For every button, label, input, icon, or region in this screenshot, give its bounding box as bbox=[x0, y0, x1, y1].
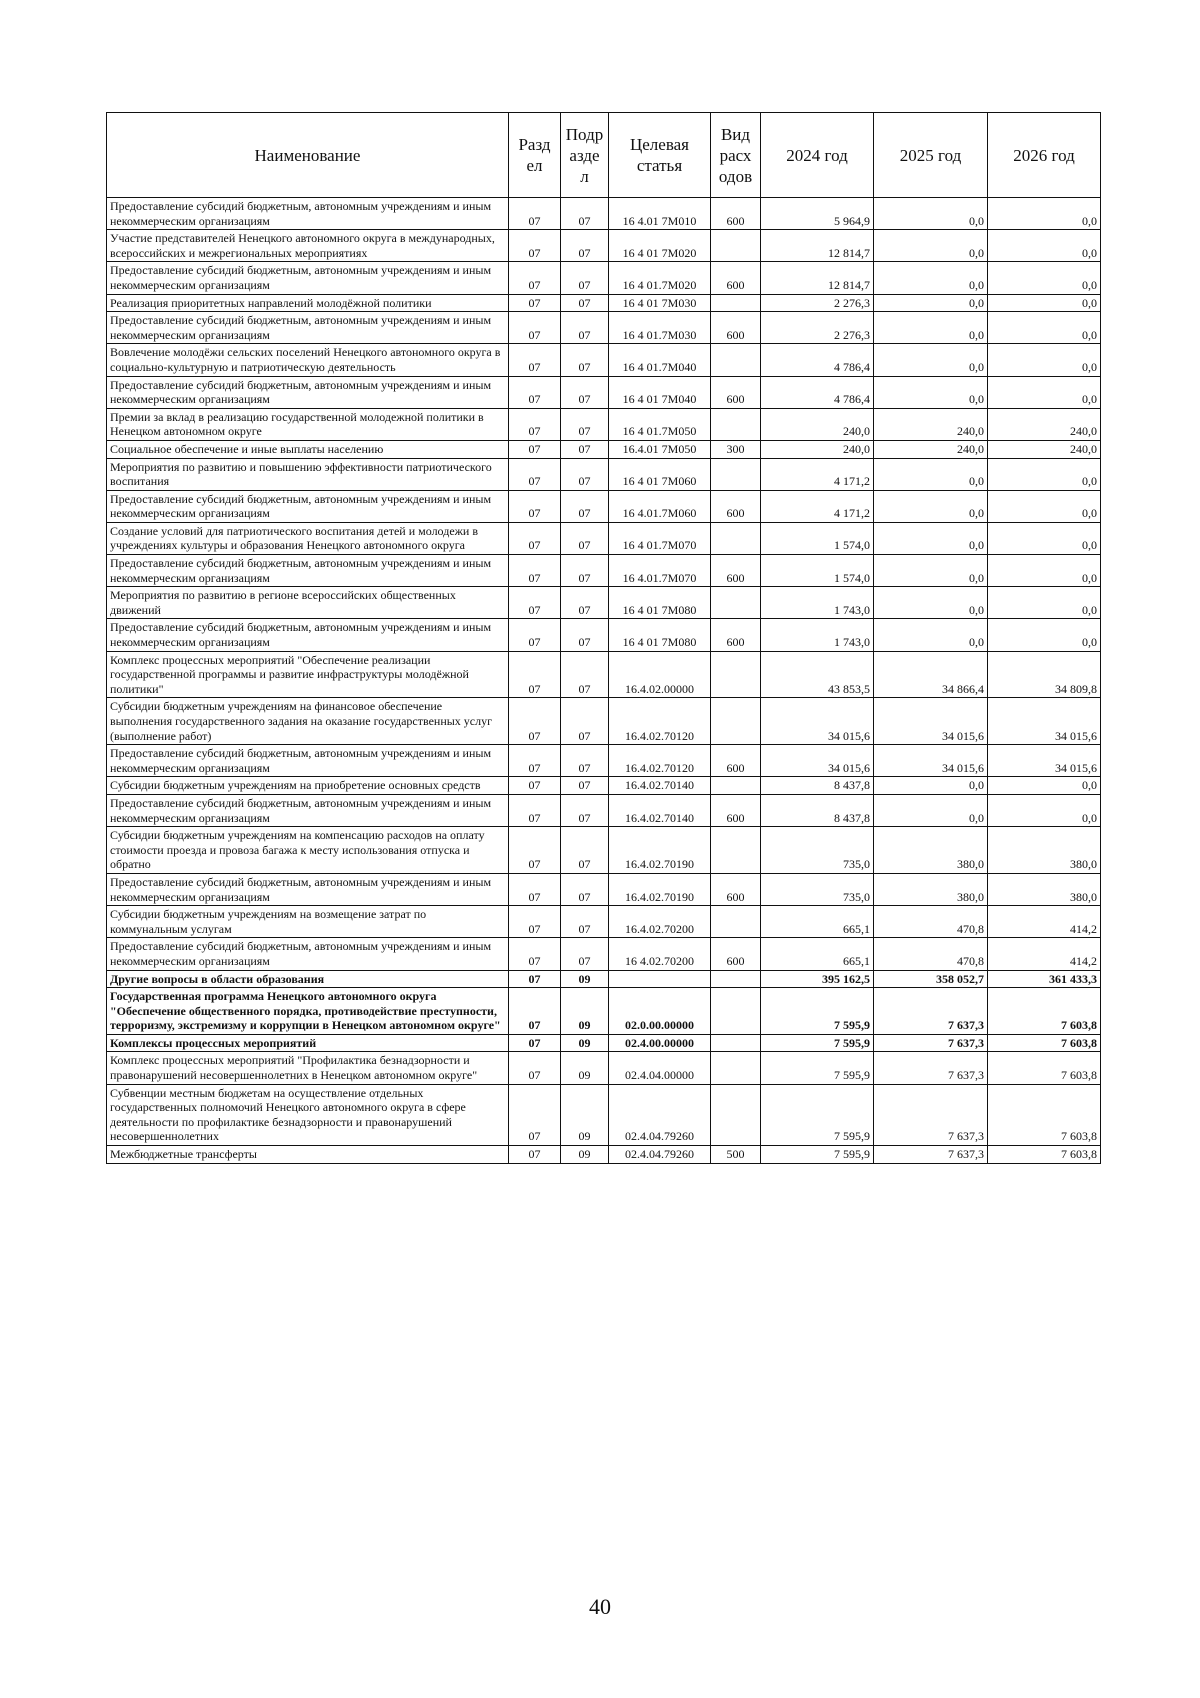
cell-section: 07 bbox=[509, 230, 561, 262]
cell-subsection: 07 bbox=[561, 745, 609, 777]
cell-2026: 7 603,8 bbox=[988, 1146, 1101, 1164]
cell-2026: 34 015,6 bbox=[988, 698, 1101, 745]
header-subsection: Подр азде л bbox=[561, 113, 609, 198]
cell-target-article: 16 4 01 7М060 bbox=[609, 458, 711, 490]
cell-2026: 361 433,3 bbox=[988, 970, 1101, 988]
header-name: Наименование bbox=[107, 113, 509, 198]
cell-section: 07 bbox=[509, 294, 561, 312]
cell-2024: 1 743,0 bbox=[761, 619, 874, 651]
cell-subsection: 07 bbox=[561, 522, 609, 554]
cell-target-article: 16 4 01.7М040 bbox=[609, 344, 711, 376]
cell-name: Предоставление субсидий бюджетным, автономным учреждениям и иным некоммерческим организациям bbox=[107, 262, 509, 294]
cell-section: 07 bbox=[509, 522, 561, 554]
cell-section: 07 bbox=[509, 698, 561, 745]
cell-expense-type: 600 bbox=[711, 490, 761, 522]
cell-expense-type: 600 bbox=[711, 262, 761, 294]
cell-name: Субсидии бюджетным учреждениям на компенсацию расходов на оплату стоимости проезда и провоза багажа к месту использования отпуска и обратно bbox=[107, 827, 509, 874]
cell-expense-type bbox=[711, 408, 761, 440]
cell-target-article: 16.4.02.70190 bbox=[609, 873, 711, 905]
table-row bbox=[107, 745, 1101, 777]
cell-2025: 34 015,6 bbox=[874, 745, 988, 777]
table-row bbox=[107, 794, 1101, 826]
cell-expense-type bbox=[711, 970, 761, 988]
cell-2024: 7 595,9 bbox=[761, 1034, 874, 1052]
cell-2024: 4 171,2 bbox=[761, 458, 874, 490]
table-row bbox=[107, 1034, 1101, 1052]
cell-2025: 0,0 bbox=[874, 777, 988, 795]
cell-expense-type: 600 bbox=[711, 794, 761, 826]
cell-target-article: 16 4 01.7М030 bbox=[609, 312, 711, 344]
cell-target-article bbox=[609, 970, 711, 988]
cell-2026: 0,0 bbox=[988, 777, 1101, 795]
cell-target-article: 16.4.02.70140 bbox=[609, 794, 711, 826]
cell-section: 07 bbox=[509, 745, 561, 777]
header-year-2025: 2025 год bbox=[874, 113, 988, 198]
cell-expense-type: 500 bbox=[711, 1146, 761, 1164]
cell-expense-type bbox=[711, 827, 761, 874]
table-row bbox=[107, 619, 1101, 651]
cell-name: Субвенции местным бюджетам на осуществление отдельных государственных полномочий Ненецкого автономного округа в сфере деятельности по профилактике безнадзорности и правонарушений несовершеннолетних bbox=[107, 1084, 509, 1145]
cell-subsection: 07 bbox=[561, 794, 609, 826]
table-row bbox=[107, 1146, 1101, 1164]
cell-2024: 34 015,6 bbox=[761, 698, 874, 745]
cell-2024: 665,1 bbox=[761, 938, 874, 970]
cell-expense-type: 600 bbox=[711, 198, 761, 230]
table-row bbox=[107, 1052, 1101, 1084]
table-row bbox=[107, 1084, 1101, 1145]
cell-2025: 7 637,3 bbox=[874, 1034, 988, 1052]
table-row bbox=[107, 408, 1101, 440]
cell-name: Премии за вклад в реализацию государственной молодежной политики в Ненецком автономном округе bbox=[107, 408, 509, 440]
cell-2025: 7 637,3 bbox=[874, 1146, 988, 1164]
cell-expense-type bbox=[711, 458, 761, 490]
cell-subsection: 07 bbox=[561, 587, 609, 619]
cell-2025: 0,0 bbox=[874, 312, 988, 344]
cell-subsection: 09 bbox=[561, 1034, 609, 1052]
table-row bbox=[107, 938, 1101, 970]
cell-target-article: 16 4 01 7М020 bbox=[609, 230, 711, 262]
cell-name: Вовлечение молодёжи сельских поселений Ненецкого автономного округа в социально-культурную и патриотическую деятельность bbox=[107, 344, 509, 376]
cell-name: Предоставление субсидий бюджетным, автономным учреждениям и иным некоммерческим организациям bbox=[107, 490, 509, 522]
cell-2024: 395 162,5 bbox=[761, 970, 874, 988]
cell-2024: 4 786,4 bbox=[761, 376, 874, 408]
cell-subsection: 07 bbox=[561, 827, 609, 874]
cell-2025: 0,0 bbox=[874, 376, 988, 408]
cell-section: 07 bbox=[509, 458, 561, 490]
cell-target-article: 16 4.01.7М060 bbox=[609, 490, 711, 522]
cell-target-article: 16 4 01.7М020 bbox=[609, 262, 711, 294]
cell-2024: 4 171,2 bbox=[761, 490, 874, 522]
cell-2024: 735,0 bbox=[761, 827, 874, 874]
cell-2025: 358 052,7 bbox=[874, 970, 988, 988]
cell-2025: 0,0 bbox=[874, 555, 988, 587]
cell-2026: 0,0 bbox=[988, 555, 1101, 587]
cell-2025: 240,0 bbox=[874, 440, 988, 458]
cell-subsection: 07 bbox=[561, 619, 609, 651]
cell-2025: 34 015,6 bbox=[874, 698, 988, 745]
cell-subsection: 07 bbox=[561, 555, 609, 587]
cell-2026: 34 809,8 bbox=[988, 651, 1101, 698]
cell-2026: 0,0 bbox=[988, 198, 1101, 230]
cell-expense-type bbox=[711, 344, 761, 376]
table-row bbox=[107, 294, 1101, 312]
cell-2024: 7 595,9 bbox=[761, 1052, 874, 1084]
cell-section: 07 bbox=[509, 794, 561, 826]
cell-section: 07 bbox=[509, 490, 561, 522]
cell-2024: 4 786,4 bbox=[761, 344, 874, 376]
header-target-article: Целевая статья bbox=[609, 113, 711, 198]
cell-subsection: 09 bbox=[561, 1052, 609, 1084]
cell-name: Предоставление субсидий бюджетным, автономным учреждениям и иным некоммерческим организациям bbox=[107, 619, 509, 651]
cell-expense-type bbox=[711, 294, 761, 312]
cell-subsection: 07 bbox=[561, 376, 609, 408]
cell-2025: 0,0 bbox=[874, 294, 988, 312]
cell-expense-type: 600 bbox=[711, 555, 761, 587]
cell-subsection: 07 bbox=[561, 440, 609, 458]
cell-expense-type bbox=[711, 651, 761, 698]
cell-2024: 12 814,7 bbox=[761, 230, 874, 262]
cell-2025: 0,0 bbox=[874, 619, 988, 651]
cell-expense-type bbox=[711, 587, 761, 619]
cell-expense-type: 600 bbox=[711, 873, 761, 905]
cell-section: 07 bbox=[509, 938, 561, 970]
cell-subsection: 07 bbox=[561, 230, 609, 262]
cell-target-article: 16.4.02.70120 bbox=[609, 745, 711, 777]
table-row bbox=[107, 376, 1101, 408]
cell-target-article: 16 4 01 7М080 bbox=[609, 587, 711, 619]
cell-2024: 8 437,8 bbox=[761, 777, 874, 795]
cell-subsection: 09 bbox=[561, 1146, 609, 1164]
table-row bbox=[107, 587, 1101, 619]
cell-2024: 8 437,8 bbox=[761, 794, 874, 826]
cell-2024: 1 743,0 bbox=[761, 587, 874, 619]
cell-name: Межбюджетные трансферты bbox=[107, 1146, 509, 1164]
cell-subsection: 09 bbox=[561, 970, 609, 988]
cell-2025: 7 637,3 bbox=[874, 1084, 988, 1145]
cell-section: 07 bbox=[509, 1084, 561, 1145]
cell-2024: 735,0 bbox=[761, 873, 874, 905]
cell-section: 07 bbox=[509, 988, 561, 1035]
table-body bbox=[107, 198, 1101, 1164]
cell-name: Реализация приоритетных направлений молодёжной политики bbox=[107, 294, 509, 312]
cell-name: Мероприятия по развитию в регионе всероссийских общественных движений bbox=[107, 587, 509, 619]
cell-2025: 0,0 bbox=[874, 344, 988, 376]
table-row bbox=[107, 906, 1101, 938]
cell-section: 07 bbox=[509, 376, 561, 408]
cell-target-article: 16.4.02.00000 bbox=[609, 651, 711, 698]
cell-2025: 0,0 bbox=[874, 794, 988, 826]
cell-target-article: 16 4 01 7М080 bbox=[609, 619, 711, 651]
table-row bbox=[107, 230, 1101, 262]
cell-2025: 7 637,3 bbox=[874, 1052, 988, 1084]
cell-expense-type bbox=[711, 1084, 761, 1145]
cell-expense-type bbox=[711, 698, 761, 745]
cell-target-article: 02.4.04.79260 bbox=[609, 1146, 711, 1164]
cell-target-article: 16 4.01.7М070 bbox=[609, 555, 711, 587]
cell-subsection: 07 bbox=[561, 651, 609, 698]
cell-2024: 240,0 bbox=[761, 408, 874, 440]
cell-2024: 1 574,0 bbox=[761, 555, 874, 587]
cell-section: 07 bbox=[509, 440, 561, 458]
table-row bbox=[107, 262, 1101, 294]
cell-name: Комплексы процессных мероприятий bbox=[107, 1034, 509, 1052]
cell-name: Субсидии бюджетным учреждениям на возмещение затрат по коммунальным услугам bbox=[107, 906, 509, 938]
cell-target-article: 02.4.04.79260 bbox=[609, 1084, 711, 1145]
table-row bbox=[107, 988, 1101, 1035]
table-row bbox=[107, 440, 1101, 458]
cell-name: Предоставление субсидий бюджетным, автономным учреждениям и иным некоммерческим организациям bbox=[107, 376, 509, 408]
cell-section: 07 bbox=[509, 970, 561, 988]
cell-section: 07 bbox=[509, 873, 561, 905]
cell-subsection: 09 bbox=[561, 1084, 609, 1145]
cell-name: Предоставление субсидий бюджетным, автономным учреждениям и иным некоммерческим организациям bbox=[107, 745, 509, 777]
cell-target-article: 16 4.01 7М010 bbox=[609, 198, 711, 230]
table-row bbox=[107, 970, 1101, 988]
table-row bbox=[107, 458, 1101, 490]
cell-target-article: 16 4.02.70200 bbox=[609, 938, 711, 970]
cell-2024: 43 853,5 bbox=[761, 651, 874, 698]
cell-section: 07 bbox=[509, 1146, 561, 1164]
cell-2025: 0,0 bbox=[874, 458, 988, 490]
cell-section: 07 bbox=[509, 827, 561, 874]
table-row bbox=[107, 312, 1101, 344]
cell-2026: 0,0 bbox=[988, 344, 1101, 376]
cell-section: 07 bbox=[509, 587, 561, 619]
cell-2025: 380,0 bbox=[874, 873, 988, 905]
cell-subsection: 07 bbox=[561, 312, 609, 344]
cell-expense-type: 600 bbox=[711, 745, 761, 777]
cell-section: 07 bbox=[509, 344, 561, 376]
cell-expense-type: 600 bbox=[711, 619, 761, 651]
table-row bbox=[107, 873, 1101, 905]
cell-subsection: 07 bbox=[561, 938, 609, 970]
cell-2026: 0,0 bbox=[988, 458, 1101, 490]
cell-subsection: 07 bbox=[561, 777, 609, 795]
cell-name: Другие вопросы в области образования bbox=[107, 970, 509, 988]
table-row bbox=[107, 522, 1101, 554]
cell-2024: 12 814,7 bbox=[761, 262, 874, 294]
cell-2026: 7 603,8 bbox=[988, 1034, 1101, 1052]
cell-2025: 34 866,4 bbox=[874, 651, 988, 698]
cell-2026: 0,0 bbox=[988, 294, 1101, 312]
cell-2026: 0,0 bbox=[988, 619, 1101, 651]
cell-expense-type bbox=[711, 1034, 761, 1052]
cell-expense-type: 300 bbox=[711, 440, 761, 458]
table-row bbox=[107, 827, 1101, 874]
cell-2026: 0,0 bbox=[988, 376, 1101, 408]
header-section: Разд ел bbox=[509, 113, 561, 198]
table-row bbox=[107, 198, 1101, 230]
cell-subsection: 07 bbox=[561, 458, 609, 490]
cell-target-article: 16.4.02.70120 bbox=[609, 698, 711, 745]
cell-target-article: 16.4.02.70190 bbox=[609, 827, 711, 874]
cell-subsection: 07 bbox=[561, 408, 609, 440]
cell-target-article: 16 4 01.7М050 bbox=[609, 408, 711, 440]
cell-2026: 414,2 bbox=[988, 938, 1101, 970]
cell-2026: 380,0 bbox=[988, 827, 1101, 874]
cell-target-article: 02.4.00.00000 bbox=[609, 1034, 711, 1052]
page-number: 40 bbox=[589, 1594, 611, 1619]
cell-2026: 0,0 bbox=[988, 587, 1101, 619]
cell-2025: 7 637,3 bbox=[874, 988, 988, 1035]
cell-name: Социальное обеспечение и иные выплаты населению bbox=[107, 440, 509, 458]
cell-subsection: 07 bbox=[561, 262, 609, 294]
cell-2024: 1 574,0 bbox=[761, 522, 874, 554]
cell-target-article: 16.4.01 7М050 bbox=[609, 440, 711, 458]
cell-expense-type bbox=[711, 906, 761, 938]
table-row bbox=[107, 651, 1101, 698]
cell-subsection: 09 bbox=[561, 988, 609, 1035]
cell-2025: 0,0 bbox=[874, 230, 988, 262]
cell-name: Мероприятия по развитию и повышению эффективности патриотического воспитания bbox=[107, 458, 509, 490]
cell-name: Государственная программа Ненецкого автономного округа "Обеспечение общественного порядка, противодействие преступности, терроризму, экстремизму и коррупции в Ненецком автономном округе" bbox=[107, 988, 509, 1035]
cell-section: 07 bbox=[509, 198, 561, 230]
cell-name: Предоставление субсидий бюджетным, автономным учреждениям и иным некоммерческим организациям bbox=[107, 555, 509, 587]
table-header-row bbox=[107, 113, 1101, 198]
header-year-2024: 2024 год bbox=[761, 113, 874, 198]
cell-2024: 2 276,3 bbox=[761, 312, 874, 344]
cell-expense-type: 600 bbox=[711, 312, 761, 344]
cell-name: Предоставление субсидий бюджетным, автономным учреждениям и иным некоммерческим организациям bbox=[107, 312, 509, 344]
cell-name: Предоставление субсидий бюджетным, автономным учреждениям и иным некоммерческим организациям bbox=[107, 794, 509, 826]
cell-section: 07 bbox=[509, 906, 561, 938]
cell-expense-type bbox=[711, 522, 761, 554]
cell-2024: 34 015,6 bbox=[761, 745, 874, 777]
cell-subsection: 07 bbox=[561, 490, 609, 522]
cell-target-article: 16.4.02.70140 bbox=[609, 777, 711, 795]
cell-2026: 7 603,8 bbox=[988, 988, 1101, 1035]
cell-subsection: 07 bbox=[561, 873, 609, 905]
budget-table bbox=[106, 112, 1101, 1164]
cell-expense-type: 600 bbox=[711, 376, 761, 408]
table-row bbox=[107, 555, 1101, 587]
cell-section: 07 bbox=[509, 312, 561, 344]
cell-2024: 5 964,9 bbox=[761, 198, 874, 230]
table-row bbox=[107, 777, 1101, 795]
cell-section: 07 bbox=[509, 1034, 561, 1052]
cell-section: 07 bbox=[509, 408, 561, 440]
cell-target-article: 02.4.04.00000 bbox=[609, 1052, 711, 1084]
cell-subsection: 07 bbox=[561, 698, 609, 745]
cell-2025: 240,0 bbox=[874, 408, 988, 440]
cell-2024: 665,1 bbox=[761, 906, 874, 938]
cell-2025: 0,0 bbox=[874, 587, 988, 619]
cell-2026: 380,0 bbox=[988, 873, 1101, 905]
cell-2024: 240,0 bbox=[761, 440, 874, 458]
cell-2026: 7 603,8 bbox=[988, 1052, 1101, 1084]
cell-2024: 2 276,3 bbox=[761, 294, 874, 312]
cell-name: Комплекс процессных мероприятий "Профилактика безнадзорности и правонарушений несовершеннолетних в Ненецком автономном округе" bbox=[107, 1052, 509, 1084]
cell-2026: 0,0 bbox=[988, 794, 1101, 826]
cell-2026: 240,0 bbox=[988, 440, 1101, 458]
cell-name: Предоставление субсидий бюджетным, автономным учреждениям и иным некоммерческим организациям bbox=[107, 873, 509, 905]
cell-target-article: 02.0.00.00000 bbox=[609, 988, 711, 1035]
cell-2026: 0,0 bbox=[988, 490, 1101, 522]
cell-subsection: 07 bbox=[561, 906, 609, 938]
cell-2024: 7 595,9 bbox=[761, 1084, 874, 1145]
cell-target-article: 16 4 01.7М070 bbox=[609, 522, 711, 554]
cell-section: 07 bbox=[509, 619, 561, 651]
cell-2026: 0,0 bbox=[988, 230, 1101, 262]
header-expense-type: Вид расх одов bbox=[711, 113, 761, 198]
cell-expense-type bbox=[711, 777, 761, 795]
cell-2026: 0,0 bbox=[988, 312, 1101, 344]
cell-name: Создание условий для патриотического воспитания детей и молодежи в учреждениях культуры и образования Ненецкого автономного округа bbox=[107, 522, 509, 554]
cell-section: 07 bbox=[509, 555, 561, 587]
cell-expense-type bbox=[711, 230, 761, 262]
cell-target-article: 16 4 01 7М040 bbox=[609, 376, 711, 408]
cell-2026: 7 603,8 bbox=[988, 1084, 1101, 1145]
cell-2024: 7 595,9 bbox=[761, 1146, 874, 1164]
cell-name: Участие представителей Ненецкого автономного округа в международных, всероссийских и межрегиональных мероприятиях bbox=[107, 230, 509, 262]
cell-subsection: 07 bbox=[561, 344, 609, 376]
table-row bbox=[107, 490, 1101, 522]
cell-name: Комплекс процессных мероприятий "Обеспечение реализации государственной программы и развитие инфраструктуры молодёжной политики" bbox=[107, 651, 509, 698]
cell-2025: 0,0 bbox=[874, 522, 988, 554]
cell-2025: 0,0 bbox=[874, 262, 988, 294]
cell-2025: 470,8 bbox=[874, 906, 988, 938]
cell-section: 07 bbox=[509, 262, 561, 294]
table-row bbox=[107, 698, 1101, 745]
cell-2025: 470,8 bbox=[874, 938, 988, 970]
cell-section: 07 bbox=[509, 1052, 561, 1084]
cell-2025: 0,0 bbox=[874, 198, 988, 230]
cell-section: 07 bbox=[509, 777, 561, 795]
cell-target-article: 16 4 01 7М030 bbox=[609, 294, 711, 312]
table-row bbox=[107, 344, 1101, 376]
header-year-2026: 2026 год bbox=[988, 113, 1101, 198]
cell-2025: 0,0 bbox=[874, 490, 988, 522]
cell-name: Предоставление субсидий бюджетным, автономным учреждениям и иным некоммерческим организациям bbox=[107, 938, 509, 970]
cell-2026: 414,2 bbox=[988, 906, 1101, 938]
cell-expense-type bbox=[711, 1052, 761, 1084]
cell-2026: 34 015,6 bbox=[988, 745, 1101, 777]
cell-target-article: 16.4.02.70200 bbox=[609, 906, 711, 938]
cell-name: Субсидии бюджетным учреждениям на приобретение основных средств bbox=[107, 777, 509, 795]
cell-expense-type: 600 bbox=[711, 938, 761, 970]
cell-2026: 0,0 bbox=[988, 522, 1101, 554]
cell-subsection: 07 bbox=[561, 198, 609, 230]
cell-2026: 240,0 bbox=[988, 408, 1101, 440]
cell-name: Субсидии бюджетным учреждениям на финансовое обеспечение выполнения государственного задания на оказание государственных услуг (выполнение работ) bbox=[107, 698, 509, 745]
cell-2026: 0,0 bbox=[988, 262, 1101, 294]
cell-expense-type bbox=[711, 988, 761, 1035]
cell-section: 07 bbox=[509, 651, 561, 698]
cell-2024: 7 595,9 bbox=[761, 988, 874, 1035]
cell-name: Предоставление субсидий бюджетным, автономным учреждениям и иным некоммерческим организациям bbox=[107, 198, 509, 230]
cell-2025: 380,0 bbox=[874, 827, 988, 874]
cell-subsection: 07 bbox=[561, 294, 609, 312]
